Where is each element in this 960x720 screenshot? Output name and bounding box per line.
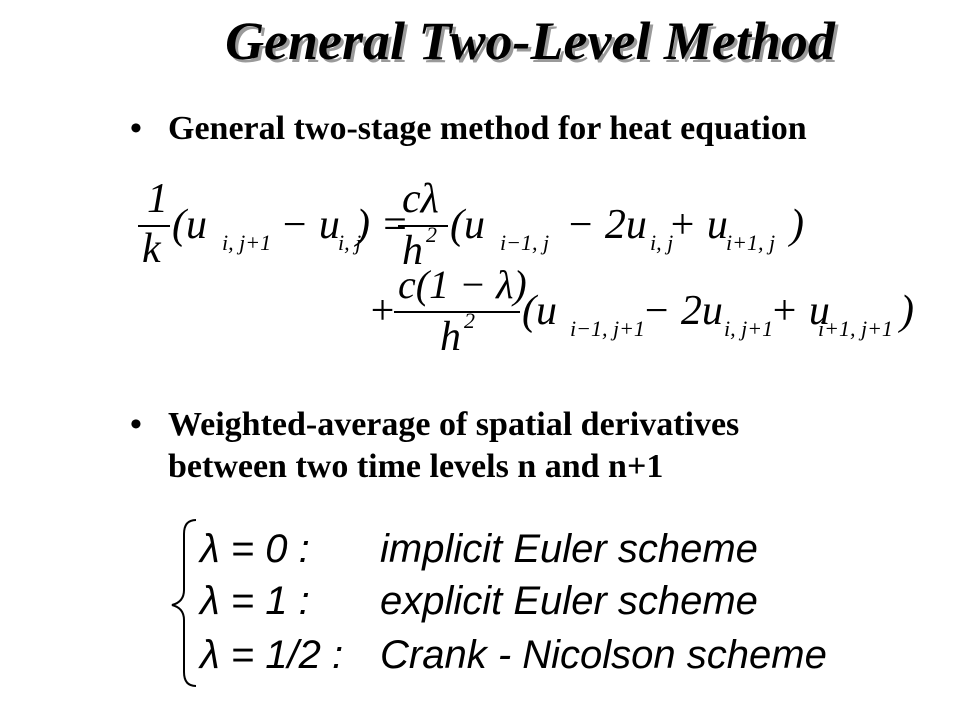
bullet-marker: • <box>130 406 142 443</box>
lhs-subscript-1: i, j+1 <box>222 230 272 255</box>
scheme-cases <box>172 520 827 686</box>
line2-subscript-2: i, j+1 <box>724 316 774 341</box>
lhs-numerator: 1 <box>147 176 168 222</box>
slide-title: General Two-Level Method <box>225 11 835 71</box>
rhs-open: (u <box>450 202 485 248</box>
line2-plus-u: + u <box>770 288 830 334</box>
rhs-numerator: cλ <box>402 176 439 222</box>
case-scheme-explicit: explicit Euler scheme <box>380 579 758 623</box>
bullet-text-line: Weighted-average of spatial derivatives <box>168 406 740 443</box>
rhs-exponent: 2 <box>426 222 437 247</box>
rhs-subscript-3: i+1, j <box>726 230 776 255</box>
line2-exponent: 2 <box>464 308 475 333</box>
rhs-denominator: h <box>402 228 423 274</box>
lhs-minus: − u <box>280 202 340 248</box>
line2-minus: − 2u <box>642 288 723 334</box>
case-scheme-implicit: implicit Euler scheme <box>380 527 758 571</box>
line2-open: (u <box>522 288 557 334</box>
heat-equation-line-1 <box>138 176 804 274</box>
bullet-text-line: General two-stage method for heat equation <box>168 110 807 147</box>
case-condition-explicit: λ = 1 : <box>200 579 310 623</box>
heat-equation-line-2 <box>368 262 914 360</box>
rhs-plus: + u <box>668 202 728 248</box>
line2-close: ) <box>900 288 914 334</box>
rhs-subscript-1: i−1, j <box>500 230 550 255</box>
lhs-denominator: k <box>142 226 161 272</box>
line2-subscript-3: i+1, j+1 <box>818 316 893 341</box>
rhs-subscript-2: i, j <box>650 230 674 255</box>
rhs-minus: − 2u <box>566 202 647 248</box>
equals-sign: ) = <box>356 202 409 248</box>
line2-numerator: c(1 − λ) <box>398 262 527 307</box>
left-brace <box>172 520 196 686</box>
case-condition-crank-nicolson: λ = 1/2 : <box>200 633 344 677</box>
line2-subscript-1: i−1, j+1 <box>570 316 645 341</box>
lhs-subscript-2: i, j <box>338 230 362 255</box>
rhs-close: ) <box>790 202 804 248</box>
line2-denominator: h <box>440 314 461 360</box>
case-scheme-crank-nicolson: Crank - Nicolson scheme <box>380 633 827 677</box>
bullet-text-line: between two time levels n and n+1 <box>168 448 664 485</box>
lhs-open: (u <box>172 202 207 248</box>
line2-plus: + <box>368 288 397 334</box>
bullet-marker: • <box>130 110 142 147</box>
case-condition-implicit: λ = 0 : <box>200 527 310 571</box>
